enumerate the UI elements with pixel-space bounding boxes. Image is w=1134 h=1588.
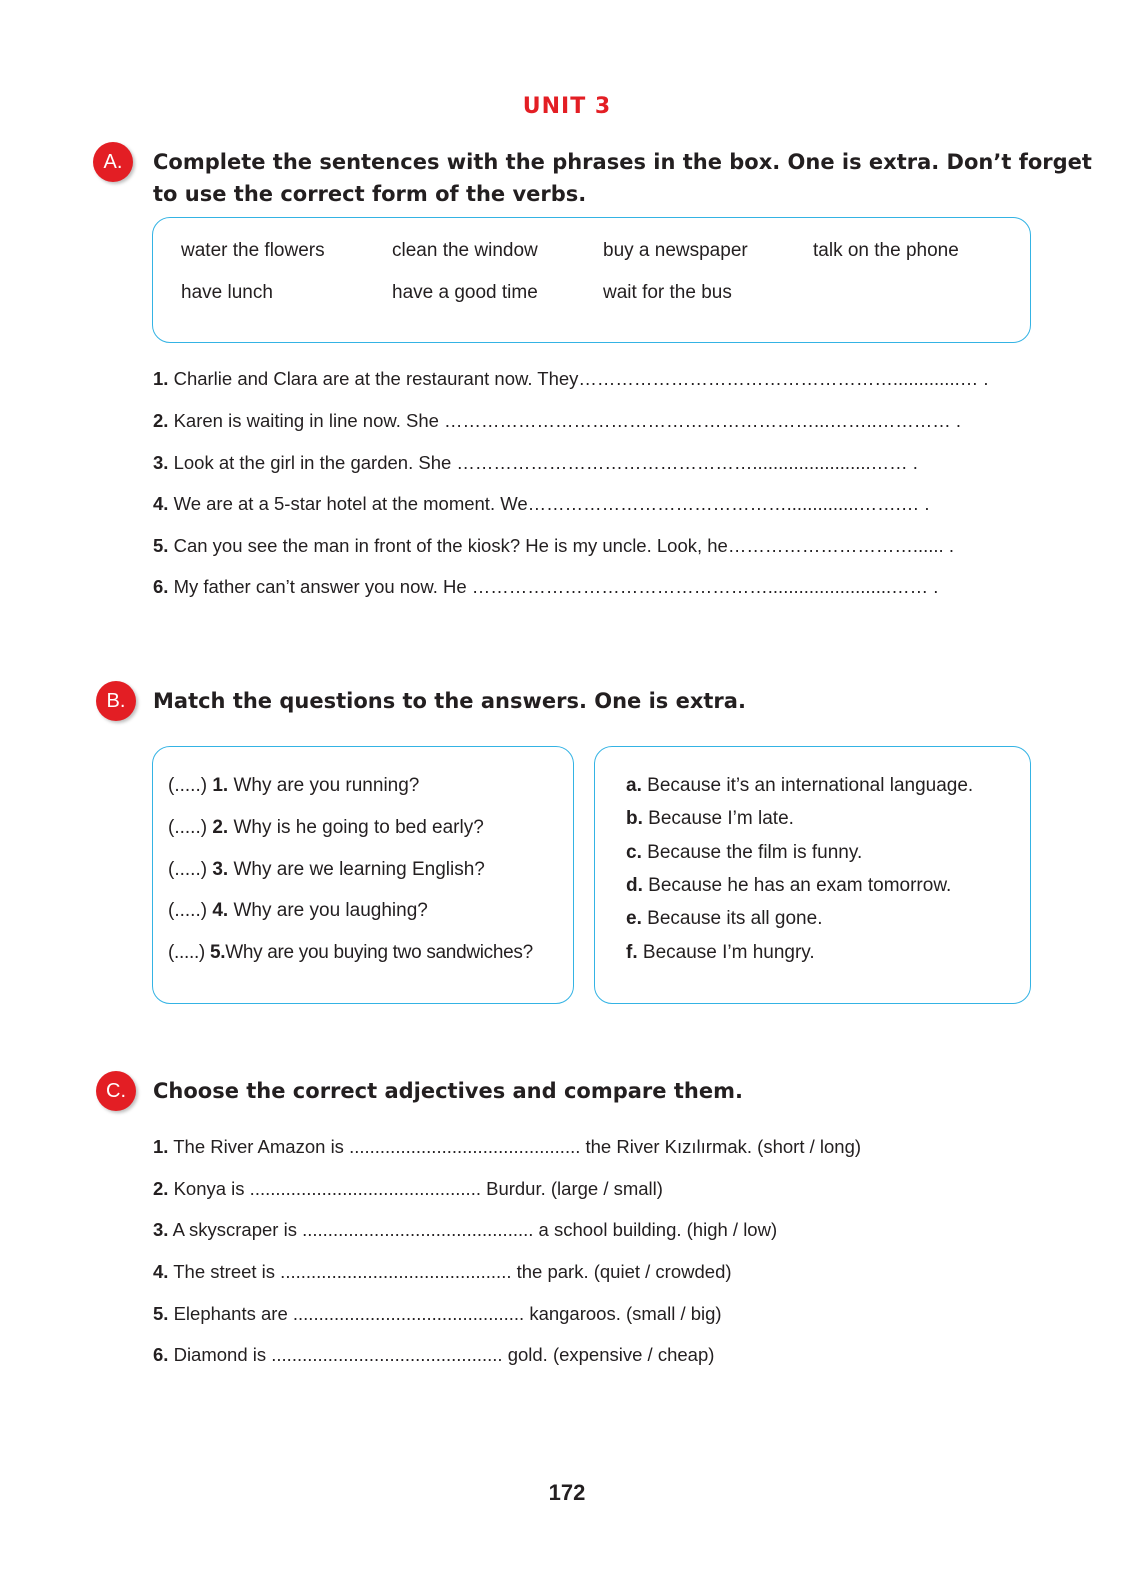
sentence-text: The River Amazon is ............................................. the River Kızılırmak. (short / long) [173,1136,862,1157]
question-text: Why are you running? [233,775,420,796]
answer-letter: b. [626,808,643,829]
sentence-number: 5. [153,1303,169,1324]
section-a-badge: A. [93,142,133,182]
answer-letter: a. [626,775,642,796]
section-a-sentence-5 [153,535,954,557]
answer-letter: d. [626,875,643,896]
question-5 [168,942,533,964]
question-1 [168,775,419,797]
section-a-instruction [153,146,1092,210]
answer-f [626,942,815,964]
answer-e [626,908,822,930]
sentence-text: Konya is ............................................. Burdur. (large / small) [173,1178,663,1199]
sentence-number: 3. [153,1219,169,1240]
answer-text: Because its all gone. [647,908,823,929]
answer-b [626,808,794,830]
section-c-sentence-2 [153,1178,663,1200]
sentence-text: Elephants are ............................................. kangaroos. (small / big) [173,1303,722,1324]
answer-blank[interactable]: (.....) [168,942,205,963]
sentence-number: 2. [153,410,169,431]
answer-letter: e. [626,908,642,929]
sentence-number: 4. [153,1261,169,1282]
section-c-sentence-3 [153,1219,777,1241]
section-a-sentence-4 [153,493,930,515]
section-c-sentence-1 [153,1136,861,1158]
question-number: 1. [212,775,229,796]
section-a-instruction-line2: to use the correct form of the verbs. [153,182,587,206]
question-3 [168,859,485,881]
sentence-text: A skyscraper is ............................................. a school building. (high / low) [172,1219,778,1240]
answer-blank[interactable]: (.....) [168,859,208,880]
sentence-text: Can you see the man in front of the kiosk? He is my uncle. Look, he…………………………...... . [173,535,954,556]
answer-d [626,875,951,897]
question-text: Why is he going to bed early? [233,817,484,838]
phrase-item: have lunch [181,282,273,303]
section-b-badge: B. [96,681,136,721]
question-2 [168,817,484,839]
sentence-text: We are at a 5-star hotel at the moment. We……………………………………..............…….… . [173,493,930,514]
phrase-box [152,217,1031,343]
page-number: 172 [548,1480,586,1505]
unit-title: UNIT 3 [522,94,612,119]
section-a-instruction-line1: Complete the sentences with the phrases in the box. One is extra. Don’t forget [153,150,1092,174]
sentence-number: 3. [153,452,169,473]
sentence-number: 5. [153,535,169,556]
question-text: Why are you laughing? [233,900,428,921]
section-a-sentence-3 [153,452,918,474]
sentence-number: 1. [153,1136,169,1157]
section-c-sentence-6 [153,1344,714,1366]
answer-text: Because it’s an international language. [647,775,974,796]
section-c-instruction: Choose the correct adjectives and compare them. [153,1079,743,1103]
answer-blank[interactable]: (.....) [168,817,208,838]
phrase-item: talk on the phone [813,240,959,261]
section-c-sentence-4 [153,1261,732,1283]
section-a-sentence-1 [153,368,989,390]
answer-text: Because he has an exam tomorrow. [648,875,952,896]
question-text: Why are you buying two sandwiches? [225,942,533,963]
section-a-sentence-2 [153,410,961,432]
sentence-text: Look at the girl in the garden. She ………………………………………….......................…… . [173,452,918,473]
sentence-number: 6. [153,1344,169,1365]
answer-blank[interactable]: (.....) [168,775,208,796]
sentence-number: 2. [153,1178,169,1199]
section-b-instruction: Match the questions to the answers. One is extra. [153,689,746,713]
answer-letter: f. [626,942,638,963]
answer-c [626,842,862,864]
section-a-sentence-6 [153,576,938,598]
sentence-text: Karen is waiting in line now. She ……………………………………………………...……..………… . [173,410,962,431]
answer-text: Because I’m late. [648,808,794,829]
sentence-text: The street is ............................................. the park. (quiet / crowded) [173,1261,732,1282]
phrase-item: water the flowers [181,240,325,261]
answer-blank[interactable]: (.....) [168,900,208,921]
sentence-number: 6. [153,576,169,597]
sentence-number: 4. [153,493,169,514]
phrase-item: have a good time [392,282,538,303]
question-number: 2. [212,817,229,838]
section-c-sentence-5 [153,1303,722,1325]
phrase-item: buy a newspaper [603,240,748,261]
question-number: 5. [209,942,226,963]
sentence-text: My father can’t answer you now. He …………………………………………........................…… . [173,576,939,597]
question-number: 4. [212,900,229,921]
sentence-text: Diamond is ............................................. gold. (expensive / cheap) [173,1344,715,1365]
sentence-text: Charlie and Clara are at the restaurant now. They…………………………………………….............… . [173,368,989,389]
question-4 [168,900,428,922]
section-c-badge: C. [96,1071,136,1111]
answer-letter: c. [626,842,642,863]
answer-a [626,775,973,797]
answer-text: Because I’m hungry. [642,942,815,963]
phrase-item: wait for the bus [603,282,732,303]
question-text: Why are we learning English? [233,859,485,880]
answer-text: Because the film is funny. [647,842,863,863]
sentence-number: 1. [153,368,169,389]
question-number: 3. [212,859,229,880]
phrase-item: clean the window [392,240,538,261]
